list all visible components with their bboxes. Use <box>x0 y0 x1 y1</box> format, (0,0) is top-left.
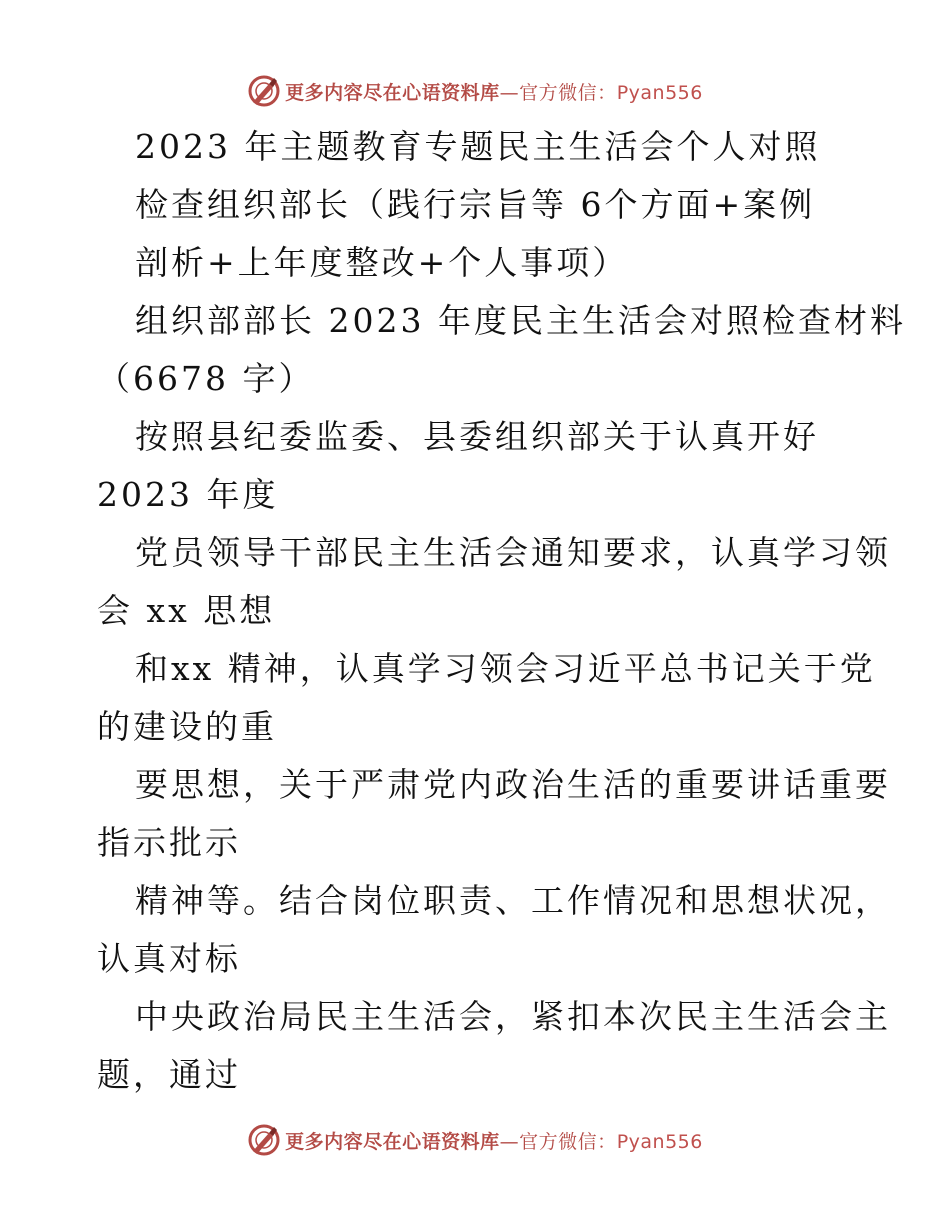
watermark-official-label: 官方微信： <box>519 1130 617 1153</box>
doc-line: 剖析+上年度整改+个人事项） <box>135 243 629 282</box>
watermark-brand: 更多内容尽在心语资料库 <box>285 81 500 104</box>
document-body <box>97 118 906 1104</box>
doc-line: 指示批示 <box>97 823 241 862</box>
doc-line: 要思想，关于严肃党内政治生活的重要讲话重要 <box>135 765 891 804</box>
doc-line: 2023 年度 <box>97 475 279 514</box>
doc-line: 组织部部长 2023 年度民主生活会对照检查材料 <box>135 301 906 340</box>
doc-line: 党员领导干部民主生活会通知要求，认真学习领 <box>135 533 891 572</box>
doc-line: 按照县纪委监委、县委组织部关于认真开好 <box>135 417 819 456</box>
doc-line: 2023 年主题教育专题民主生活会个人对照 <box>135 127 821 166</box>
doc-line: 中央政治局民主生活会，紧扣本次民主生活会主 <box>135 997 891 1036</box>
doc-line: 会 xx 思想 <box>97 591 276 630</box>
watermark-brand: 更多内容尽在心语资料库 <box>285 1130 500 1153</box>
doc-line: 精神等。结合岗位职责、工作情况和思想状况， <box>135 881 891 920</box>
watermark-separator: — <box>499 81 520 104</box>
stamp-pen-logo-icon <box>247 1123 281 1157</box>
stamp-pen-logo-icon <box>247 74 281 108</box>
doc-line: 检查组织部长（践行宗旨等 6个方面+案例 <box>135 185 816 224</box>
watermark-wechat-id: Pyan556 <box>616 1130 703 1153</box>
doc-line: 题，通过 <box>97 1055 241 1094</box>
header-watermark <box>0 71 950 111</box>
doc-line: 的建设的重 <box>97 707 277 746</box>
doc-line: 认真对标 <box>97 939 241 978</box>
watermark-official-label: 官方微信： <box>519 81 617 104</box>
watermark-wechat-id: Pyan556 <box>616 81 703 104</box>
doc-line: （6678 字） <box>97 359 315 398</box>
doc-line: 和xx 精神，认真学习领会习近平总书记关于党 <box>135 649 876 688</box>
watermark-separator: — <box>499 1130 520 1153</box>
footer-watermark <box>0 1120 950 1160</box>
